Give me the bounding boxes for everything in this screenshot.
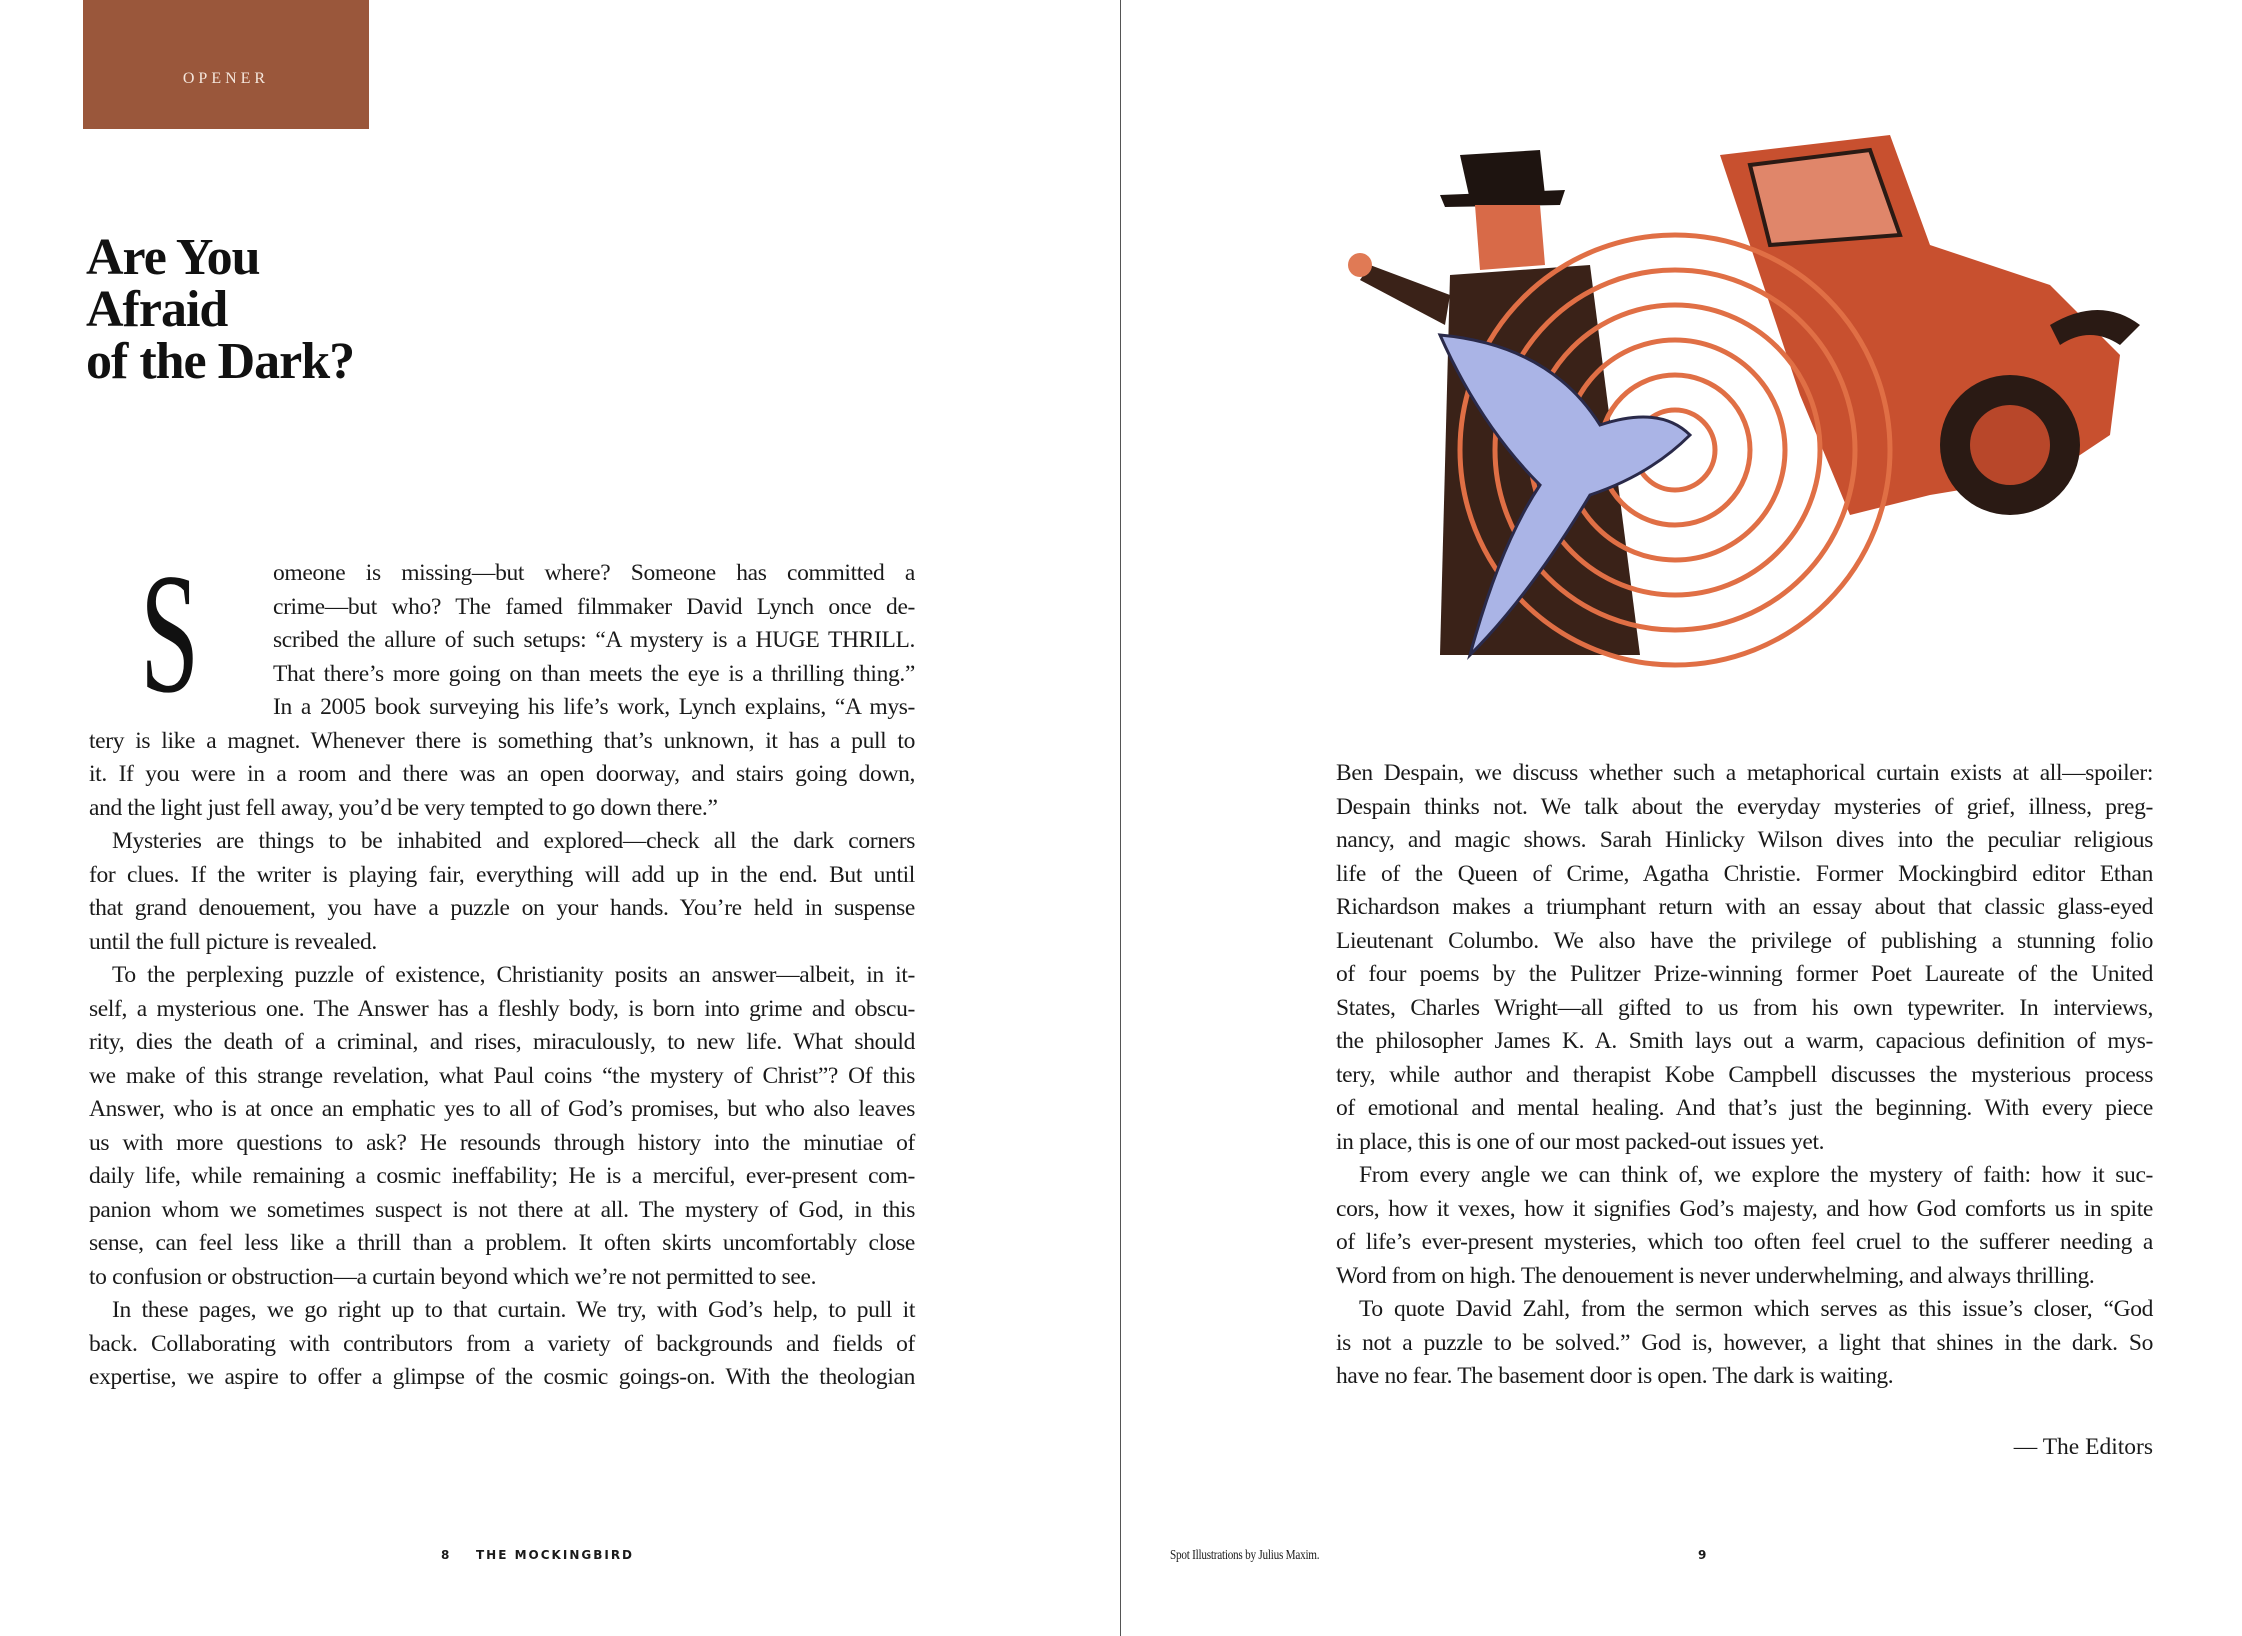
page-gutter-divider (1120, 0, 1121, 1636)
body-text-line: scribed the allure of such setups: “A mystery is a HUGE THRILL. (273, 627, 915, 653)
body-text-line: of emotional and mental healing. And that’s just the beginning. With every piece (1336, 1095, 2153, 1121)
body-text-line: omeone is missing—but where? Someone has committed a (273, 560, 915, 586)
body-text-line: cors, how it vexes, how it signifies God’s majesty, and how God comforts us in spite (1336, 1195, 2153, 1222)
body-text-line: nancy, and magic shows. Sarah Hinlicky Wilson dives into the peculiar religious (1336, 827, 2153, 853)
body-text-line: Despain thinks not. We talk about the everyday mysteries of grief, illness, preg- (1336, 793, 2153, 820)
body-text-line: tery is like a magnet. Whenever there is something that’s unknown, it has a pull to (89, 727, 915, 754)
section-label: OPENER (182, 70, 270, 87)
illustration-credit: Spot Illustrations by Julius Maxim. (1170, 1548, 1320, 1563)
body-text-line: panion whom we sometimes suspect is not there at all. The mystery of God, in this (89, 1196, 915, 1223)
body-text-line: is not a puzzle to be solved.” God is, however, a light that shines in the dark. So (1336, 1329, 2153, 1356)
body-text-line: rity, dies the death of a criminal, and rises, miraculously, to new life. What should (89, 1029, 915, 1055)
body-text-line: Richardson makes a triumphant return with an essay about that classic glass-eyed (1336, 894, 2153, 920)
body-text-line: Answer, who is at once an emphatic yes to all of God’s promises, but who also leaves (89, 1096, 915, 1122)
body-text-line: To quote David Zahl, from the sermon which serves as this issue’s closer, “God (1359, 1296, 2153, 1322)
left-page-number: 8 (441, 1548, 450, 1562)
body-text-line: That there’s more going on than meets the eye is a thrilling thing.” (273, 660, 915, 687)
body-text-line: sense, can feel less like a thrill than a problem. It often skirts uncomfortably close (89, 1230, 915, 1256)
body-text-line: back. Collaborating with contributors from a variety of backgrounds and fields of (89, 1330, 915, 1357)
body-text-line: daily life, while remaining a cosmic ineffability; He is a merciful, ever-present com- (89, 1163, 915, 1189)
body-text-line: In a 2005 book surveying his life’s work, Lynch explains, “A mys- (273, 694, 915, 720)
body-text-line: To the perplexing puzzle of existence, Christianity posits an answer—albeit, in it- (112, 962, 915, 988)
body-text-line: the philosopher James K. A. Smith lays out a warm, capacious definition of mys- (1336, 1028, 2153, 1054)
body-text-line: tery, while author and therapist Kobe Campbell discusses the mysterious process (1336, 1061, 2153, 1088)
body-text-line: of life’s ever-present mysteries, which too often feel cruel to the sufferer needing a (1336, 1229, 2153, 1255)
section-label-box (83, 0, 369, 129)
body-text-line: From every angle we can think of, we explore the mystery of faith: how it suc- (1359, 1162, 2153, 1188)
body-text-line: In these pages, we go right up to that curtain. We try, with God’s help, to pull it (112, 1297, 915, 1323)
body-text-line: self, a mysterious one. The Answer has a fleshly body, is born into grime and obscu- (89, 995, 915, 1022)
body-text-line: until the full picture is revealed. (89, 928, 377, 955)
drop-cap: S (140, 539, 200, 729)
body-text-line: life of the Queen of Crime, Agatha Christie. Former Mockingbird editor Ethan (1336, 860, 2153, 887)
body-text-line: and the light just fell away, you’d be very tempted to go down there.” (89, 794, 718, 821)
right-column-body (1336, 757, 2153, 1394)
body-text-line: us with more questions to ask? He resounds through history into the minutiae of (89, 1129, 915, 1156)
body-text-line: we make of this strange revelation, what Paul coins “the mystery of Christ”? Of this (89, 1062, 915, 1089)
body-text-line: it. If you were in a room and there was an open doorway, and stairs going down, (89, 761, 915, 787)
title-line: Are You (86, 229, 260, 286)
body-text-line: Mysteries are things to be inhabited and explored—check all the dark corners (112, 828, 915, 854)
left-column-body (89, 557, 915, 1395)
title-line: of the Dark? (86, 333, 355, 390)
body-text-line: in place, this is one of our most packed-out issues yet. (1336, 1128, 1825, 1155)
article-title (86, 229, 355, 390)
body-text-line: crime—but who? The famed filmmaker David Lynch once de- (273, 593, 915, 620)
body-text-line: expertise, we aspire to offer a glimpse of the cosmic goings-on. With the theologian (89, 1364, 915, 1390)
magazine-name: THE MOCKINGBIRD (476, 1548, 635, 1562)
title-line: Afraid (86, 281, 228, 338)
body-text-line: have no fear. The basement door is open. The dark is waiting. (1336, 1363, 1894, 1389)
body-text-line: to confusion or obstruction—a curtain beyond which we’re not permitted to see. (89, 1263, 817, 1290)
body-text-line: Ben Despain, we discuss whether such a metaphorical curtain exists at all—spoiler: (1336, 760, 2153, 786)
body-text-line: Word from on high. The denouement is never underwhelming, and always thrilling. (1336, 1262, 2095, 1289)
body-text-line: for clues. If the writer is playing fair, everything will add up in the end. But until (89, 861, 915, 888)
body-text-line: States, Charles Wright—all gifted to us from his own typewriter. In interviews, (1336, 994, 2153, 1021)
right-page-number: 9 (1698, 1548, 1707, 1562)
signoff: — The Editors (2013, 1434, 2153, 1460)
body-text-line: of four poems by the Pulitzer Prize-winning former Poet Laureate of the United (1336, 961, 2153, 987)
body-text-line: that grand denouement, you have a puzzle on your hands. You’re held in suspense (89, 895, 915, 921)
body-text-line: Lieutenant Columbo. We also have the privilege of publishing a stunning folio (1336, 927, 2153, 954)
spot-illustration (1330, 95, 2150, 695)
